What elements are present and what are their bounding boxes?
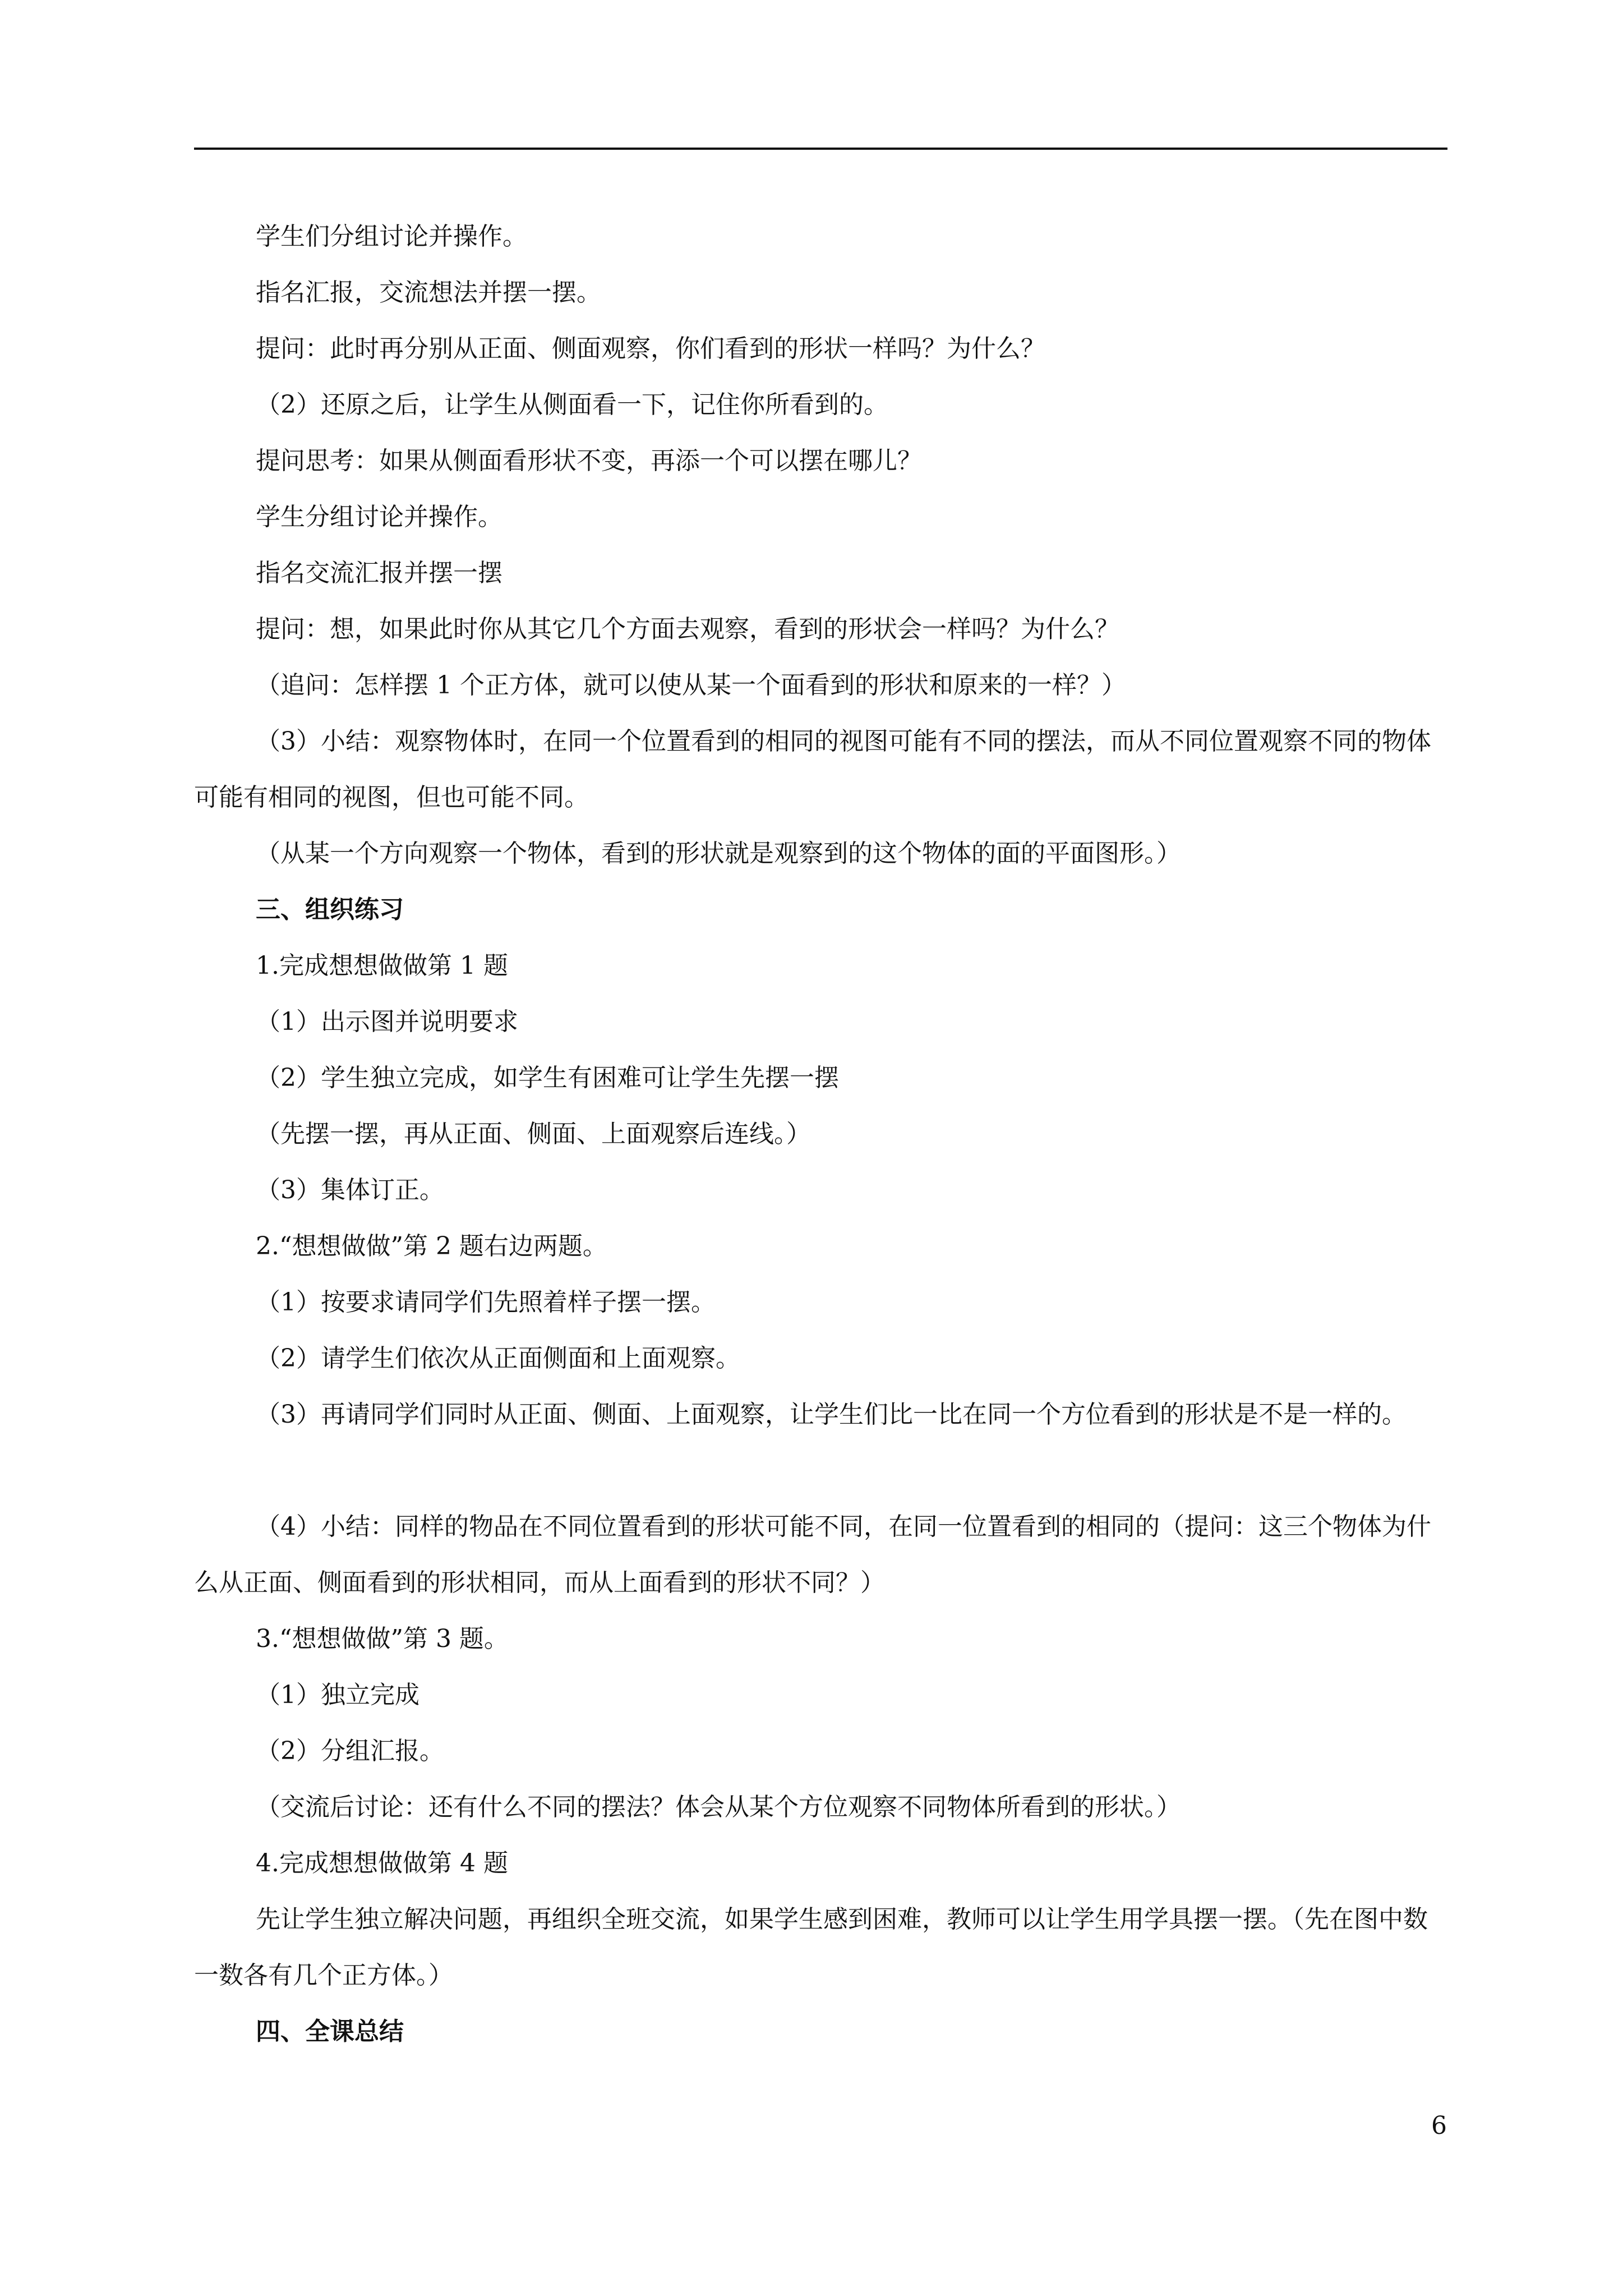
document-body <box>194 209 1447 2060</box>
paragraph: 4.完成想想做做第 4 题 <box>256 1849 508 1878</box>
paragraph: 3.“想想做做”第 3 题。 <box>256 1625 509 1653</box>
page-number: 6 <box>1431 2111 1447 2140</box>
paragraph: 1.完成想想做做第 1 题 <box>256 951 508 980</box>
paragraph: （1）按要求请同学们先照着样子摆一摆。 <box>256 1288 716 1317</box>
header-rule <box>194 148 1447 150</box>
paragraph: 学生分组讨论并操作。 <box>256 503 502 531</box>
paragraph: 提问：想，如果此时你从其它几个方面去观察，看到的形状会一样吗？为什么？ <box>256 615 1119 643</box>
paragraph: （1）出示图并说明要求 <box>256 1007 518 1036</box>
blank-line <box>194 1443 1447 1499</box>
paragraph: （1）独立完成 <box>256 1681 419 1709</box>
paragraph: 指名交流汇报并摆一摆 <box>256 559 502 587</box>
paragraph: 先让学生独立解决问题，再组织全班交流，如果学生感到困难，教师可以让学生用学具摆一摆。（先在图中数一数各有几个正方体。） <box>194 1905 1428 1990</box>
paragraph: 提问思考：如果从侧面看形状不变，再添一个可以摆在哪儿？ <box>256 447 922 475</box>
paragraph: （3）集体订正。 <box>256 1176 444 1204</box>
paragraph: （2）分组汇报。 <box>256 1737 444 1765</box>
paragraph: 指名汇报，交流想法并摆一摆。 <box>256 278 601 307</box>
paragraph: （2）学生独立完成，如学生有困难可让学生先摆一摆 <box>256 1064 839 1092</box>
paragraph: （先摆一摆，再从正面、侧面、上面观察后连线。） <box>256 1120 811 1148</box>
section-heading: 三、组织练习 <box>256 895 404 924</box>
paragraph: 2.“想想做做”第 2 题右边两题。 <box>256 1232 607 1260</box>
paragraph: 提问：此时再分别从正面、侧面观察，你们看到的形状一样吗？为什么？ <box>256 334 1045 363</box>
paragraph: （4）小结：同样的物品在不同位置看到的形状可能不同，在同一位置看到的相同的（提问：这三个物体为什么从正面、侧面看到的形状相同，而从上面看到的形状不同？） <box>194 1512 1431 1597</box>
paragraph: 学生们分组讨论并操作。 <box>256 222 527 251</box>
paragraph: （3）小结：观察物体时，在同一个位置看到的相同的视图可能有不同的摆法，而从不同位置观察不同的物体可能有相同的视图，但也可能不同。 <box>194 727 1431 812</box>
paragraph: （2）请学生们依次从正面侧面和上面观察。 <box>256 1344 740 1373</box>
paragraph: （追问：怎样摆 1 个正方体，就可以使从某一个面看到的形状和原来的一样？） <box>256 671 1126 700</box>
section-heading: 四、全课总结 <box>256 2017 404 2046</box>
paragraph: （交流后讨论：还有什么不同的摆法？体会从某个方位观察不同物体所看到的形状。） <box>256 1793 1181 1821</box>
paragraph: （2）还原之后，让学生从侧面看一下，记住你所看到的。 <box>256 390 888 419</box>
paragraph: （3）再请同学们同时从正面、侧面、上面观察，让学生们比一比在同一个方位看到的形状是不是一样的。 <box>256 1400 1407 1429</box>
paragraph: （从某一个方向观察一个物体，看到的形状就是观察到的这个物体的面的平面图形。） <box>256 839 1181 868</box>
